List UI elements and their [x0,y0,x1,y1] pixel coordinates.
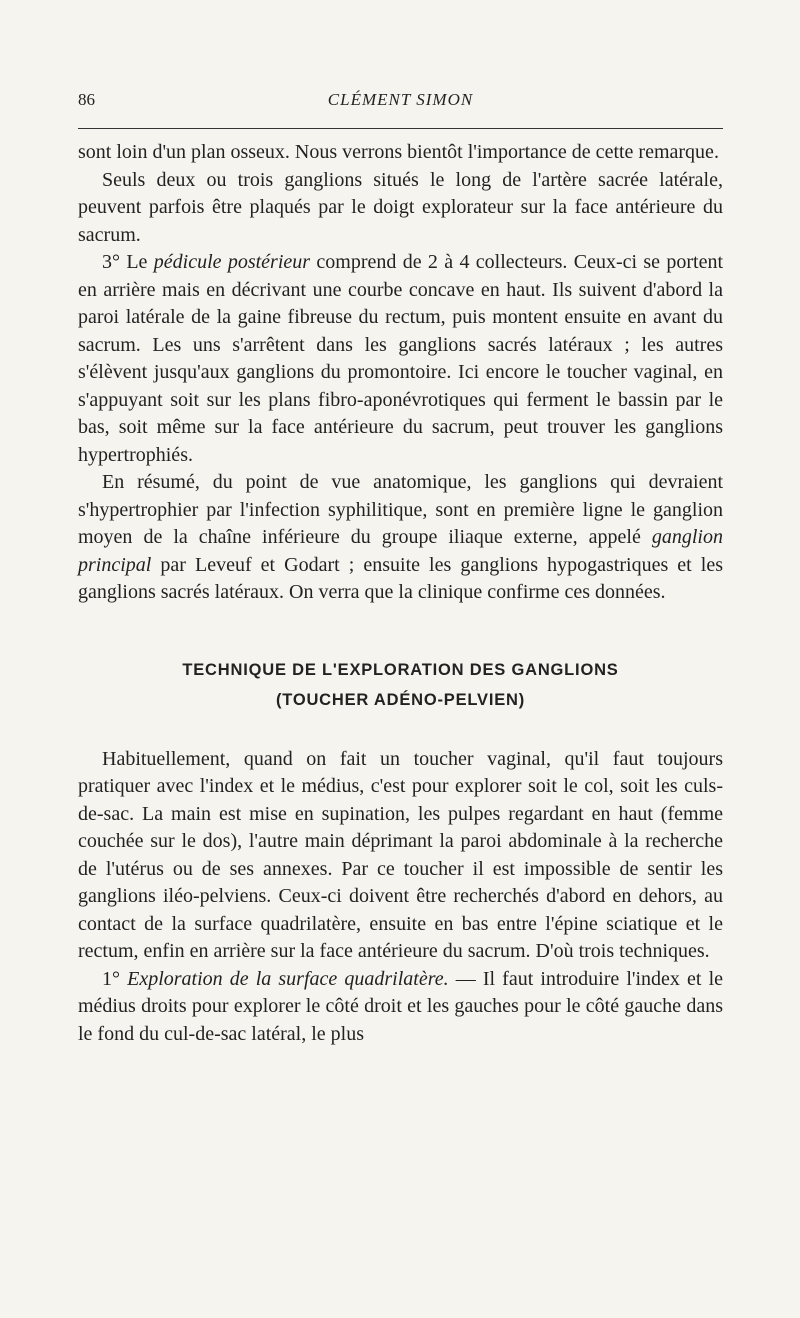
paragraph-text: comprend de 2 à 4 collecteurs. Ceux-ci se portent en arrière mais en décrivant une courbe concave en haut. Ils suivent d'abord la paroi latérale de la gaine fibreuse du rectum, puis montent ensuite en avant du sacrum. Les uns s'arrêtent dans les ganglions sacrés latéraux ; les autres s'élèvent jusqu'aux ganglions du promontoire. Ici encore le toucher vaginal, en s'appuyant soit sur les plans fibro-aponévrotiques qui ferment le bassin par le bas, soit même sur la face antérieure du sacrum, peut trouver les ganglions hypertrophiés. [78,251,724,466]
section-heading [78,655,723,715]
paragraph [78,469,723,607]
header-rule [78,128,723,129]
page-number: 86 [78,90,95,109]
emphasis-ganglion-principal: ganglion principal [78,526,723,576]
paragraph: sont loin d'un plan osseux. Nous verrons bientôt l'importance de cette remarque. [78,141,719,163]
paragraph: Habituellement, quand on fait un toucher vaginal, qu'il faut toujours pratiquer avec l'index et le médius, c'est pour explorer soit le col, soit les culs-de-sac. La main est mise en supination, les pulpes regardant en haut (femme couchée sur le dos), l'autre main déprimant la paroi abdominale à la recherche de l'utérus ou de ses annexes. Par ce toucher il est impossible de sentir les ganglions iléo-pelviens. Ceux-ci doivent être recherchés d'abord en dehors, au contact de la surface quadrilatère, ensuite en bas entre l'épine sciatique et le rectum, enfin en arrière sur la face antérieure du sacrum. D'où trois techniques. [78,747,723,962]
section-heading-line2: (TOUCHER ADÉNO-PELVIEN) [275,690,526,709]
paragraph-text: 1° [102,967,128,990]
paragraph-text: En résumé, du point de vue anatomique, les ganglions qui devraient s'hypertrophier par l'infection syphilitique, sont en première ligne le ganglion moyen de la chaîne inférieure du groupe iliaque externe, appelé [78,471,723,548]
section-heading-line1: TECHNIQUE DE L'EXPLORATION DES GANGLIONS [182,660,619,679]
emphasis-exploration: Exploration de la surface quadrilatère. [127,967,449,990]
page-body [78,139,723,1048]
page-header [78,90,723,118]
paragraph [78,966,723,1049]
paragraph-text: — Il faut introduire l'index et le médius droits pour explorer le côté droit et les gauches pour le côté gauche dans le fond du cul-de-sac latéral, le plus [78,967,724,1045]
paragraph: Seuls deux ou trois ganglions situés le long de l'artère sacrée latérale, peuvent parfois être plaqués par le doigt explorateur sur la face antérieure du sacrum. [78,168,723,246]
running-title: CLÉMENT SIMON [327,90,474,109]
paragraph-text: par Leveuf et Godart ; ensuite les ganglions hypogastriques et les ganglions sacrés latéraux. On verra que la clinique confirme ces données. [78,553,723,603]
paragraph-text: 3° Le [102,251,154,273]
paragraph [78,249,723,469]
emphasis-pedicule: pédicule postérieur [153,251,311,273]
